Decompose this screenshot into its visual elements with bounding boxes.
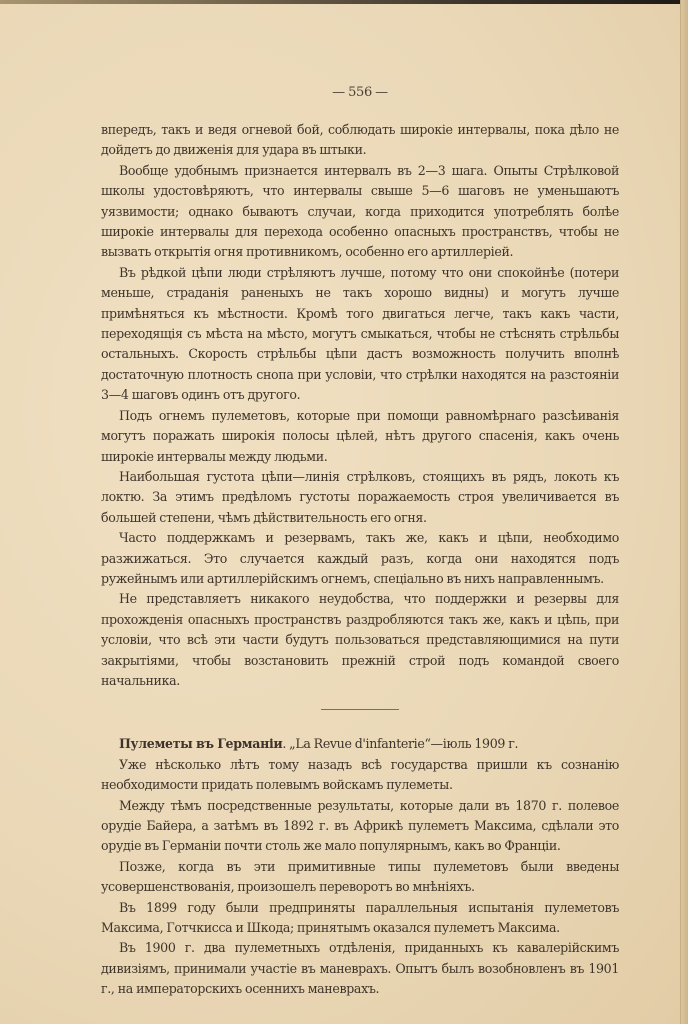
paragraph: Подъ огнемъ пулеметовъ, которые при помощи равномѣрнаго разсѣиванія могутъ поражать широкія полосы цѣлей, нѣтъ другого спасенія, какъ очень широкіе интервалы между людьми. (101, 407, 619, 464)
paragraph: Наибольшая густота цѣпи—линія стрѣлковъ, стоящихъ въ рядъ, локоть къ локтю. За этимъ предѣломъ густоты поражаемость строя увеличивается въ большей степени, чѣмъ дѣйствительность его огня. (101, 468, 619, 525)
paragraph: Въ рѣдкой цѣпи люди стрѣляютъ лучше, потому что они спокойнѣе (потери меньше, страданія раненыхъ не такъ хорошо видны) и могутъ лучше примѣняться къ мѣстности. Кромѣ того двигаться легче, такъ какъ части, переходящія съ мѣста на мѣсто, могутъ смыкаться, чтобы не стѣснять стрѣльбы остальныхъ. Скорость стрѣльбы цѣпи дастъ возможность получить вполнѣ достаточную плотность снопа при условіи, что стрѣлки находятся на разстояніи 3—4 шаговъ одинъ отъ другого. (101, 264, 619, 403)
paragraph: Между тѣмъ посредственные результаты, которые дали въ 1870 г. полевое орудіе Байера, а затѣмъ въ 1892 г. въ Африкѣ пулеметъ Максима, сдѣлали это орудіе въ Германіи почти столь же мало популярнымъ, какъ во Франціи. (101, 797, 619, 854)
section-divider (321, 709, 399, 710)
section-infantry-intervals (101, 120, 619, 691)
section-heading-title: Пулеметы въ Германіи (119, 736, 283, 752)
paragraph: Не представляетъ никакого неудобства, что поддержки и резервы для прохожденія опасныхъ пространствъ раздробляются такъ же, какъ и цѣпь, при условіи, что всѣ эти части будутъ пользоваться представляющимися на пути закрытіями, чтобы возстановить прежній строй подъ командой своего начальника. (101, 591, 619, 688)
page-text (101, 84, 619, 1000)
paragraph: Въ 1899 году были предприняты параллельныя испытанія пулеметовъ Максима, Готчкисса и Шкода; принятымъ оказался пулеметъ Максима. (101, 899, 619, 936)
section-heading (101, 734, 619, 754)
page-top-edge-shadow (0, 0, 688, 4)
page-right-fold (680, 0, 688, 1024)
paragraph: Часто поддержкамъ и резервамъ, такъ же, какъ и цѣпи, необходимо разжижаться. Это случается каждый разъ, когда они находятся подъ ружейнымъ или артиллерійскимъ огнемъ, спеціально въ нихъ направленнымъ. (101, 530, 619, 586)
paragraph-continuation: впередъ, такъ и ведя огневой бой, соблюдать широкіе интервалы, пока дѣло не дойдетъ до движенія для удара въ штыки. (101, 122, 619, 158)
section-machine-guns-germany (101, 734, 619, 999)
paragraph: Вообще удобнымъ признается интервалъ въ 2—3 шага. Опыты Стрѣлковой школы удостовѣряютъ, что интервалы свыше 5—6 шаговъ не уменьшаютъ уязвимости; однако бываютъ случаи, когда приходится употреблять болѣе широкіе интервалы для перехода особенно опасныхъ пространствъ, чтобы не вызвать открытія огня противникомъ, особенно его артиллеріей. (101, 162, 619, 260)
paragraph: Уже нѣсколько лѣтъ тому назадъ всѣ государства пришли къ сознанію необходимости придать полевымъ войскамъ пулеметы. (101, 756, 619, 793)
paragraph: Въ 1900 г. два пулеметныхъ отдѣленія, приданныхъ къ кавалерійскимъ дивизіямъ, принимали участіе въ маневрахъ. Опытъ былъ возобновленъ въ 1901 г., на императорскихъ осеннихъ маневрахъ. (101, 940, 619, 997)
paragraph: Позже, когда въ эти примитивные типы пулеметовъ были введены усовершенствованія, произошелъ переворотъ во мнѣніяхъ. (101, 858, 619, 895)
section-heading-source: . „La Revue d'infanterie“—іюль 1909 г. (282, 736, 519, 752)
page-number: — 556 — (332, 85, 388, 100)
